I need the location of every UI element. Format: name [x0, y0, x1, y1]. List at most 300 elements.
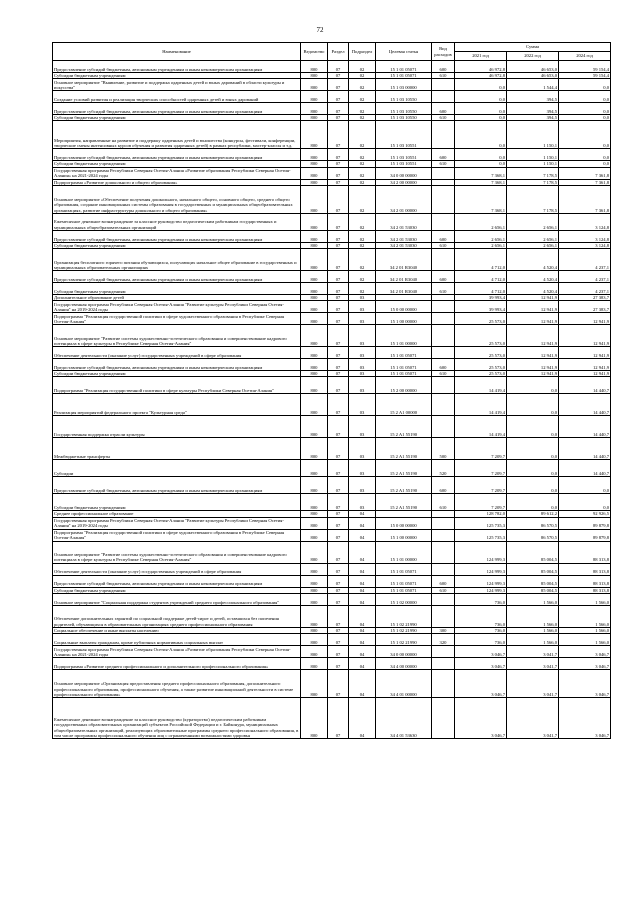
header-year-2022: 2022 год [507, 52, 559, 61]
table-row [53, 670, 611, 698]
row-section: 07 [328, 179, 349, 185]
row-ministry: 800 [301, 347, 328, 359]
row-expense-type [432, 377, 455, 394]
row-sum-2021: 7 368,1 [455, 179, 507, 185]
row-sum-2021: 0,0 [455, 91, 507, 103]
row-target: 15 1 01 05071 [376, 61, 432, 73]
row-sum-2024: 14 440,7 [559, 394, 611, 416]
row-section: 07 [328, 563, 349, 575]
row-expense-type: 610 [432, 371, 455, 377]
row-sum-2022: 12 941,9 [507, 347, 559, 359]
row-expense-type: 610 [432, 494, 455, 511]
row-subsection: 02 [349, 230, 376, 242]
row-section: 07 [328, 646, 349, 658]
table-row [53, 438, 611, 460]
header-year-2021: 2021 год [455, 52, 507, 61]
row-target: 15 1 02 21990 [376, 605, 432, 627]
table-row [53, 605, 611, 627]
row-subsection: 03 [349, 394, 376, 416]
row-ministry: 800 [301, 325, 328, 347]
row-sum-2021: 128 782,0 [455, 511, 507, 517]
row-sum-2021: 7 368,1 [455, 167, 507, 179]
table-row [53, 460, 611, 477]
row-expense-type: 600 [432, 271, 455, 283]
table-row [53, 249, 611, 271]
table-row [53, 517, 611, 529]
row-sum-2022: 1 566,0 [507, 605, 559, 627]
row-sum-2022: 12 941,9 [507, 313, 559, 325]
row-target: 34 2 01 53030 [376, 213, 432, 230]
row-target: 15 1 03 10550 [376, 115, 432, 121]
row-target: 15 1 01 05071 [376, 73, 432, 79]
row-sum-2022: 0,0 [507, 438, 559, 460]
row-sum-2022: 0,0 [507, 377, 559, 394]
row-name: Мероприятия, направленные на развитие и поддержку одаренных детей и юношества (конкурсы, фестивали, конференции, творческие смены интенсивных курсов обучения и развития одаренных детей) в рамках республики, мастер-классы и т.д. [53, 121, 301, 149]
row-subsection: 03 [349, 377, 376, 394]
row-name: Государственная поддержка отрасли культуры [53, 416, 301, 438]
row-ministry: 800 [301, 73, 328, 79]
row-sum-2021: 2 656,1 [455, 230, 507, 242]
row-subsection: 04 [349, 698, 376, 739]
row-subsection: 03 [349, 313, 376, 325]
row-section: 07 [328, 575, 349, 587]
row-target: 34 2 01 00000 [376, 185, 432, 213]
row-sum-2024: 89 879,8 [559, 517, 611, 529]
row-expense-type: 600 [432, 103, 455, 115]
table-row [53, 494, 611, 511]
row-expense-type [432, 658, 455, 670]
table-row [53, 416, 611, 438]
row-subsection: 04 [349, 517, 376, 529]
row-sum-2024: 4 237,1 [559, 283, 611, 295]
table-row [53, 61, 611, 73]
row-sum-2024: 3 046,7 [559, 646, 611, 658]
row-sum-2022: 1 566,0 [507, 634, 559, 646]
row-section: 07 [328, 460, 349, 477]
row-section: 07 [328, 79, 349, 91]
table-row [53, 313, 611, 325]
table-row [53, 698, 611, 739]
row-target: 15 1 03 10551 [376, 161, 432, 167]
table-row [53, 149, 611, 161]
row-sum-2021: 125 735,3 [455, 517, 507, 529]
row-expense-type [432, 167, 455, 179]
row-sum-2021: 736,0 [455, 593, 507, 605]
row-ministry: 800 [301, 593, 328, 605]
row-expense-type [432, 698, 455, 739]
row-section: 07 [328, 103, 349, 115]
row-subsection: 02 [349, 73, 376, 79]
row-sum-2022: 0,0 [507, 416, 559, 438]
row-sum-2022: 3 041,7 [507, 698, 559, 739]
row-target: 15 1 02 21990 [376, 627, 432, 633]
row-section: 07 [328, 670, 349, 698]
row-name: Организация бесплатного горячего питания обучающихся, получающих начальное общее образование в государственных и муниципальных образовательных организациях [53, 249, 301, 271]
row-name: Субсидии бюджетным учреждениям [53, 494, 301, 511]
row-subsection: 04 [349, 587, 376, 593]
row-target: 15 1 00 00000 [376, 529, 432, 541]
table-body [53, 61, 611, 739]
row-section: 07 [328, 91, 349, 103]
table-row [53, 283, 611, 295]
row-subsection: 04 [349, 658, 376, 670]
row-ministry: 800 [301, 161, 328, 167]
row-target: 34 4 00 00000 [376, 658, 432, 670]
row-sum-2022: 4 520,4 [507, 271, 559, 283]
row-ministry: 800 [301, 377, 328, 394]
row-sum-2024: 1 566,0 [559, 634, 611, 646]
row-expense-type [432, 394, 455, 416]
row-sum-2021: 25 573,0 [455, 313, 507, 325]
row-ministry: 800 [301, 460, 328, 477]
row-sum-2024: 4 237,1 [559, 249, 611, 271]
row-name: Межбюджетные трансферты [53, 438, 301, 460]
row-sum-2022: 7 178,5 [507, 185, 559, 213]
row-section: 07 [328, 394, 349, 416]
row-sum-2024: 1 566,0 [559, 593, 611, 605]
row-subsection: 03 [349, 477, 376, 494]
row-target: 15 2 A1 55190 [376, 416, 432, 438]
row-section: 07 [328, 511, 349, 517]
row-sum-2024: 0,0 [559, 494, 611, 511]
row-name: Предоставление субсидий бюджетным, автономным учреждениям и иным некоммерческим организациям [53, 230, 301, 242]
row-ministry: 800 [301, 634, 328, 646]
row-subsection: 02 [349, 115, 376, 121]
row-sum-2022: 12 941,9 [507, 301, 559, 313]
row-name: Дополнительное образование детей [53, 295, 301, 301]
row-expense-type [432, 416, 455, 438]
row-sum-2022: 12 941,9 [507, 295, 559, 301]
row-sum-2022: 12 941,9 [507, 371, 559, 377]
row-sum-2024: 0,0 [559, 149, 611, 161]
row-sum-2024: 14 440,7 [559, 460, 611, 477]
row-sum-2022: 12 941,9 [507, 359, 559, 371]
header-ministry: Ведомство [301, 43, 328, 61]
row-expense-type: 610 [432, 161, 455, 167]
header-expense-type: Вид расходов [432, 43, 455, 61]
row-sum-2024: 0,0 [559, 121, 611, 149]
header-target: Целевая статья [376, 43, 432, 61]
row-section: 07 [328, 213, 349, 230]
row-ministry: 800 [301, 103, 328, 115]
row-sum-2021: 25 573,0 [455, 359, 507, 371]
row-name: Подпрограмма "Реализация государственной политики в сфере художественного образования в Республике Северная Осетия-Алания" [53, 313, 301, 325]
row-sum-2024: 14 440,7 [559, 377, 611, 394]
row-ministry: 800 [301, 575, 328, 587]
row-target: 34 0 00 00000 [376, 167, 432, 179]
row-section: 07 [328, 541, 349, 563]
table-row [53, 529, 611, 541]
row-sum-2024: 3 046,7 [559, 658, 611, 670]
row-name: Государственная программа Республики Северная Осетия-Алания «Развитие образования Республики Северная Осетия-Алания» на 2021-2024 годы [53, 167, 301, 179]
row-sum-2024: 3 124,8 [559, 242, 611, 248]
row-target: 34 2 01 R3040 [376, 283, 432, 295]
row-expense-type: 610 [432, 73, 455, 79]
row-sum-2021: 0,0 [455, 121, 507, 149]
row-sum-2021: 124 999,3 [455, 575, 507, 587]
row-expense-type [432, 313, 455, 325]
row-sum-2021: 736,0 [455, 605, 507, 627]
row-sum-2024: 88 313,8 [559, 575, 611, 587]
row-sum-2022: 3 041,7 [507, 658, 559, 670]
row-name: Обеспечение деятельности (оказание услуг) государственных учреждений в сфере образования [53, 347, 301, 359]
row-section: 07 [328, 634, 349, 646]
row-subsection: 04 [349, 541, 376, 563]
row-sum-2021: 4 712,0 [455, 249, 507, 271]
row-sum-2022: 4 520,4 [507, 283, 559, 295]
row-sum-2024: 12 941,9 [559, 359, 611, 371]
page-number: 72 [316, 26, 324, 34]
row-subsection: 02 [349, 167, 376, 179]
row-target: 15 2 A1 55190 [376, 494, 432, 511]
table-row [53, 394, 611, 416]
row-sum-2022: 394,5 [507, 91, 559, 103]
row-target: 34 2 01 R3040 [376, 271, 432, 283]
row-expense-type [432, 517, 455, 529]
row-ministry: 800 [301, 494, 328, 511]
table-row [53, 167, 611, 179]
row-sum-2021: 46 972,8 [455, 73, 507, 79]
row-name: Основное мероприятие "Развитие системы художественно-эстетического образования и совершенствование кадрового потенциала в сфере культуры в Республике Северная Осетия-Алания" [53, 541, 301, 563]
row-name: Обеспечение дополнительных гарантий по социальной поддержке детей-сирот и детей, оставшихся без попечения родителей, обучающихся в образовательных организациях среднего профессионального образования [53, 605, 301, 627]
row-ministry: 800 [301, 185, 328, 213]
row-sum-2021: 7 209,7 [455, 494, 507, 511]
row-ministry: 800 [301, 115, 328, 121]
row-sum-2021: 3 046,7 [455, 658, 507, 670]
row-sum-2021: 39 993,4 [455, 301, 507, 313]
row-section: 07 [328, 149, 349, 161]
table-row [53, 347, 611, 359]
row-sum-2021: 25 573,0 [455, 325, 507, 347]
row-subsection: 02 [349, 61, 376, 73]
row-sum-2024: 7 361,8 [559, 179, 611, 185]
row-target: 15 1 01 05071 [376, 575, 432, 587]
row-name: Ежемесячное денежное вознаграждение за классное руководство (кураторство) педагогическим работникам государственных образовательных организаций субъектов Российской Федерации и г. Байконура, муниципальных общеобразовательных организаций, реализующих образовательные программы среднего профессионального образования, в том числе программы профессионального обучения лиц с ограниченными возможностями здоровья [53, 698, 301, 739]
row-target: 15 2 A1 55190 [376, 477, 432, 494]
row-subsection: 02 [349, 103, 376, 115]
row-ministry: 800 [301, 91, 328, 103]
row-section: 07 [328, 313, 349, 325]
row-target: 15 1 03 10550 [376, 91, 432, 103]
row-name: Основное мероприятие «Обеспечение получения дошкольного, начального общего, основного общего, среднего общего образования, создание инновационных системы образования в государственных и муниципальных общеобразовательных организациях, развитие инфраструктуры дошкольного и общего образования» [53, 185, 301, 213]
row-expense-type: 600 [432, 230, 455, 242]
row-sum-2024: 12 941,9 [559, 347, 611, 359]
row-sum-2022: 1 150,1 [507, 121, 559, 149]
row-target: 15 1 03 10551 [376, 121, 432, 149]
row-sum-2022: 86 570,5 [507, 529, 559, 541]
row-sum-2021: 125 735,3 [455, 529, 507, 541]
row-ministry: 800 [301, 529, 328, 541]
row-sum-2021: 0,0 [455, 149, 507, 161]
row-name: Подпрограмма «Развитие среднего профессионального и дополнительного профессионального образования» [53, 658, 301, 670]
row-section: 07 [328, 167, 349, 179]
row-target: 15 1 02 00000 [376, 593, 432, 605]
row-expense-type: 610 [432, 283, 455, 295]
row-ministry: 800 [301, 670, 328, 698]
row-ministry: 800 [301, 61, 328, 73]
table-row [53, 575, 611, 587]
row-ministry: 800 [301, 79, 328, 91]
row-expense-type [432, 541, 455, 563]
row-ministry: 800 [301, 541, 328, 563]
row-target: 15 2 00 00000 [376, 377, 432, 394]
row-name: Субсидии бюджетным учреждениям [53, 371, 301, 377]
row-name: Государственная программа Республики Северная Осетия-Алания «Развитие образования Республики Северная Осетия-Алания» на 2021-2024 годы [53, 646, 301, 658]
row-subsection: 04 [349, 670, 376, 698]
row-section: 07 [328, 283, 349, 295]
row-sum-2022: 46 653,0 [507, 73, 559, 79]
table-row [53, 121, 611, 149]
row-expense-type: 600 [432, 149, 455, 161]
row-section: 07 [328, 605, 349, 627]
row-section: 07 [328, 593, 349, 605]
row-name: Социальные выплаты гражданам, кроме публичных нормативных социальных выплат [53, 634, 301, 646]
row-ministry: 800 [301, 627, 328, 633]
row-sum-2022: 0,0 [507, 394, 559, 416]
row-section: 07 [328, 61, 349, 73]
row-section: 07 [328, 325, 349, 347]
row-target: 34 4 01 00000 [376, 670, 432, 698]
row-sum-2022: 85 004,5 [507, 587, 559, 593]
row-sum-2021: 0,0 [455, 103, 507, 115]
row-target: 15 1 00 00000 [376, 313, 432, 325]
row-name: Субсидии бюджетным учреждениям [53, 161, 301, 167]
row-sum-2024: 59 154,4 [559, 73, 611, 79]
row-expense-type: 600 [432, 359, 455, 371]
row-name: Предоставление субсидий бюджетным, автономным учреждениям и иным некоммерческим организациям [53, 61, 301, 73]
header-section: Раздел [328, 43, 349, 61]
row-sum-2024: 88 313,8 [559, 587, 611, 593]
row-sum-2021: 14 419,4 [455, 416, 507, 438]
row-sum-2024: 0,0 [559, 91, 611, 103]
row-sum-2021: 14 419,4 [455, 377, 507, 394]
row-sum-2024: 3 046,7 [559, 698, 611, 739]
row-ministry: 800 [301, 283, 328, 295]
row-name: Субсидии бюджетным учреждениям [53, 73, 301, 79]
table-row [53, 477, 611, 494]
table-row [53, 79, 611, 91]
row-ministry: 800 [301, 249, 328, 271]
row-target: 15 2 A1 55190 [376, 438, 432, 460]
row-sum-2021: 4 712,0 [455, 283, 507, 295]
row-sum-2021: 3 046,7 [455, 698, 507, 739]
row-subsection: 03 [349, 295, 376, 301]
row-sum-2024: 27 383,7 [559, 295, 611, 301]
row-name: Создание условий развития и реализация творческих способностей одаренных детей и юных дарований [53, 91, 301, 103]
row-sum-2024: 4 237,1 [559, 271, 611, 283]
row-sum-2024: 7 361,8 [559, 167, 611, 179]
row-ministry: 800 [301, 605, 328, 627]
row-expense-type: 300 [432, 627, 455, 633]
row-ministry: 800 [301, 121, 328, 149]
row-sum-2022: 46 653,0 [507, 61, 559, 73]
row-subsection: 02 [349, 149, 376, 161]
row-sum-2022: 1 150,1 [507, 161, 559, 167]
row-expense-type: 610 [432, 242, 455, 248]
row-sum-2022: 89 612,2 [507, 511, 559, 517]
row-name: Среднее профессиональное образование [53, 511, 301, 517]
row-ministry: 800 [301, 301, 328, 313]
row-name: Предоставление субсидий бюджетным, автономным учреждениям и иным некоммерческим организациям [53, 477, 301, 494]
table-row [53, 213, 611, 230]
row-section: 07 [328, 627, 349, 633]
row-expense-type [432, 670, 455, 698]
row-name: Предоставление субсидий бюджетным, автономным учреждениям и иным некоммерческим организациям [53, 575, 301, 587]
row-target: 34 4 01 53630 [376, 698, 432, 739]
row-subsection: 03 [349, 494, 376, 511]
row-sum-2021: 46 972,8 [455, 61, 507, 73]
row-subsection: 04 [349, 511, 376, 517]
row-sum-2024: 27 383,7 [559, 301, 611, 313]
row-sum-2024: 0,0 [559, 103, 611, 115]
row-sum-2024: 12 941,9 [559, 313, 611, 325]
row-sum-2024: 59 154,4 [559, 61, 611, 73]
row-subsection: 04 [349, 529, 376, 541]
row-sum-2024: 88 313,8 [559, 541, 611, 563]
row-section: 07 [328, 295, 349, 301]
table-row [53, 325, 611, 347]
row-subsection: 04 [349, 563, 376, 575]
row-subsection: 03 [349, 359, 376, 371]
row-sum-2024: 1 566,0 [559, 627, 611, 633]
row-sum-2021: 0,0 [455, 79, 507, 91]
table-row [53, 103, 611, 115]
row-section: 07 [328, 517, 349, 529]
row-subsection: 02 [349, 179, 376, 185]
row-sum-2022: 4 520,4 [507, 249, 559, 271]
row-sum-2022: 2 656,1 [507, 242, 559, 248]
row-sum-2024: 3 124,8 [559, 230, 611, 242]
row-sum-2021: 14 419,4 [455, 394, 507, 416]
row-target: 15 0 00 00000 [376, 301, 432, 313]
row-subsection: 04 [349, 605, 376, 627]
row-ministry: 800 [301, 587, 328, 593]
header-subsection: Подраздел [349, 43, 376, 61]
row-sum-2021: 7 209,7 [455, 460, 507, 477]
row-section: 07 [328, 494, 349, 511]
row-section: 07 [328, 371, 349, 377]
row-subsection: 02 [349, 271, 376, 283]
row-ministry: 800 [301, 295, 328, 301]
table-row [53, 91, 611, 103]
row-sum-2022: 3 041,7 [507, 670, 559, 698]
row-section: 07 [328, 161, 349, 167]
row-section: 07 [328, 698, 349, 739]
row-subsection: 02 [349, 242, 376, 248]
budget-table [52, 42, 611, 739]
row-section: 07 [328, 121, 349, 149]
row-ministry: 800 [301, 371, 328, 377]
row-name: Государственная программа Республики Северная Осетия-Алания "Развитие культуры Республики Северная Осетия-Алания" на 2019-2024 годы [53, 517, 301, 529]
row-section: 07 [328, 115, 349, 121]
row-name: Субсидии бюджетным учреждениям [53, 115, 301, 121]
row-ministry: 800 [301, 511, 328, 517]
row-target: 34 2 01 R3040 [376, 249, 432, 271]
header-sum: Сумма [455, 43, 611, 52]
row-subsection: 03 [349, 416, 376, 438]
table-row [53, 185, 611, 213]
row-sum-2024: 1 566,0 [559, 605, 611, 627]
row-name: Основное мероприятие "Выявление, развитие и поддержка одаренных детей и юных дарований в области культуры и искусства" [53, 79, 301, 91]
row-target: 34 0 00 00000 [376, 646, 432, 658]
row-sum-2024: 14 440,7 [559, 438, 611, 460]
row-expense-type: 600 [432, 61, 455, 73]
row-target: 15 1 01 00000 [376, 325, 432, 347]
row-name: Предоставление субсидий бюджетным, автономным учреждениям и иным некоммерческим организациям [53, 359, 301, 371]
row-target: 15 1 01 05071 [376, 563, 432, 575]
row-name: Основное мероприятие «Организация предоставления среднего профессионального образования, дополнительного профессионального образования, профессионального обучения, а также развитие инновационной деятельности в системе профессионального образования» [53, 670, 301, 698]
row-sum-2021: 4 712,0 [455, 271, 507, 283]
